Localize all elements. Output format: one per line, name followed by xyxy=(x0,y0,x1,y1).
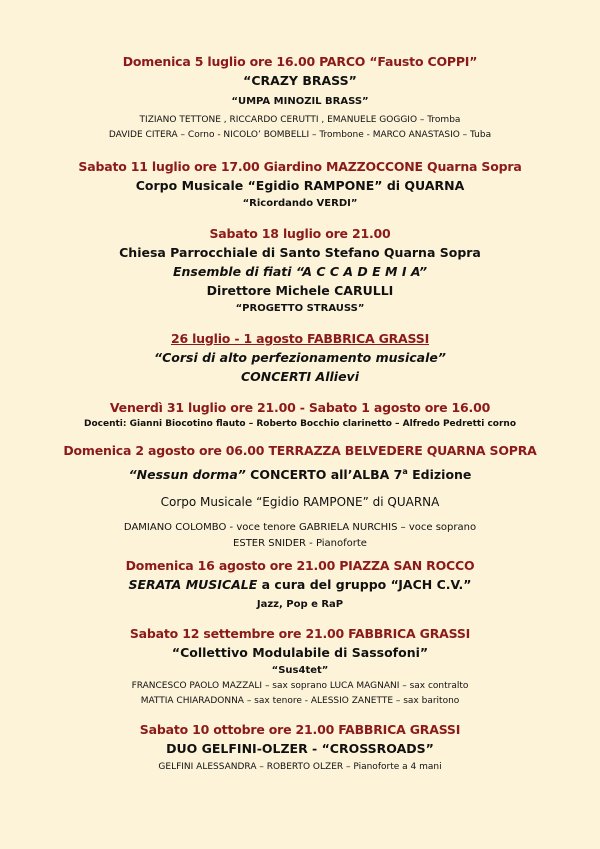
performers-line: ESTER SNIDER - Pianoforte xyxy=(233,538,367,550)
event-subtitle: “UMPA MINOZIL BRASS” xyxy=(231,96,369,107)
event-title: “Corsi di alto perfezionamento musicale” xyxy=(154,350,446,365)
event-ensemble xyxy=(0,262,600,281)
event-title: SERATA MUSICALE a cura del gruppo “JACH C.V.” xyxy=(128,577,472,592)
event-title: “CRAZY BRASS” xyxy=(243,73,357,88)
event-subtitle: “Sus4tet” xyxy=(271,665,329,676)
performers-line: DAVIDE CITERA – Corno - NICOLO’ BOMBELLI – Trombone - MARCO ANASTASIO – Tuba xyxy=(108,130,492,140)
event-9 xyxy=(0,721,600,775)
event-director: Direttore Michele CARULLI xyxy=(206,283,394,298)
event-subtitle: “PROGETTO STRAUSS” xyxy=(235,303,365,314)
event-venue: Chiesa Parrocchiale di Santo Stefano Quarna Sopra xyxy=(119,245,481,260)
event-header: Domenica 2 agosto ore 06.00 TERRAZZA BELVEDERE QUARNA SOPRA xyxy=(63,443,537,458)
event-subtitle: “Ricordando VERDI” xyxy=(242,198,358,209)
ensemble-prefix: Ensemble di fiati xyxy=(172,264,292,279)
event-3 xyxy=(0,225,600,317)
performers-line: MATTIA CHIARADONNA – sax tenore - ALESSIO ZANETTE – sax baritono xyxy=(140,696,460,706)
event-header: Sabato 10 ottobre ore 21.00 FABBRICA GRASSI xyxy=(139,722,461,737)
event-4 xyxy=(0,330,600,386)
event-1 xyxy=(0,53,600,143)
event-title: “Collettivo Modulabile di Sassofoni” xyxy=(171,645,429,660)
event-header: Sabato 18 luglio ore 21.00 xyxy=(209,226,391,241)
performers-line: TIZIANO TETTONE , RICCARDO CERUTTI , EMANUELE GOGGIO – Tromba xyxy=(139,115,461,125)
event-subtitle: CONCERTI Allievi xyxy=(240,369,359,384)
event-subtitle: Jazz, Pop e RaP xyxy=(256,599,344,610)
event-header: Sabato 11 luglio ore 17.00 Giardino MAZZOCCONE Quarna Sopra xyxy=(78,159,522,174)
performers-line: FRANCESCO PAOLO MAZZALI – sax soprano LUCA MAGNANI – sax contralto xyxy=(131,681,469,691)
event-title: Corpo Musicale “Egidio RAMPONE” di QUARNA xyxy=(135,178,465,193)
event-ensemble: Corpo Musicale “Egidio RAMPONE” di QUARNA xyxy=(160,495,440,510)
event-title: “Nessun dorma” CONCERTO all’ALBA 7$^a$ Edizione xyxy=(128,467,472,483)
event-6 xyxy=(0,442,600,552)
event-header: Domenica 5 luglio ore 16.00 PARCO “Fausto COPPI” xyxy=(122,54,478,69)
event-5 xyxy=(0,399,600,432)
performers-line: DAMIANO COLOMBO - voce tenore GABRIELA NURCHIS – voce soprano xyxy=(123,522,477,534)
ensemble-name: “A C C A D E M I A” xyxy=(295,264,428,279)
event-2 xyxy=(0,158,600,212)
performers-line: GELFINI ALESSANDRA – ROBERTO OLZER – Pianoforte a 4 mani xyxy=(158,762,442,772)
event-title: DUO GELFINI-OLZER - “CROSSROADS” xyxy=(166,741,434,756)
event-header: Venerdì 31 luglio ore 21.00 - Sabato 1 agosto ore 16.00 xyxy=(109,400,491,415)
teachers-line: Docenti: Gianni Biocotino flauto – Roberto Bocchio clarinetto – Alfredo Pedretti corno xyxy=(84,419,516,429)
event-7 xyxy=(0,557,600,613)
event-header: 26 luglio - 1 agosto FABBRICA GRASSI xyxy=(170,331,430,346)
event-header: Sabato 12 settembre ore 21.00 FABBRICA GRASSI xyxy=(129,626,471,641)
event-8 xyxy=(0,625,600,709)
event-header: Domenica 16 agosto ore 21.00 PIAZZA SAN ROCCO xyxy=(125,558,475,573)
